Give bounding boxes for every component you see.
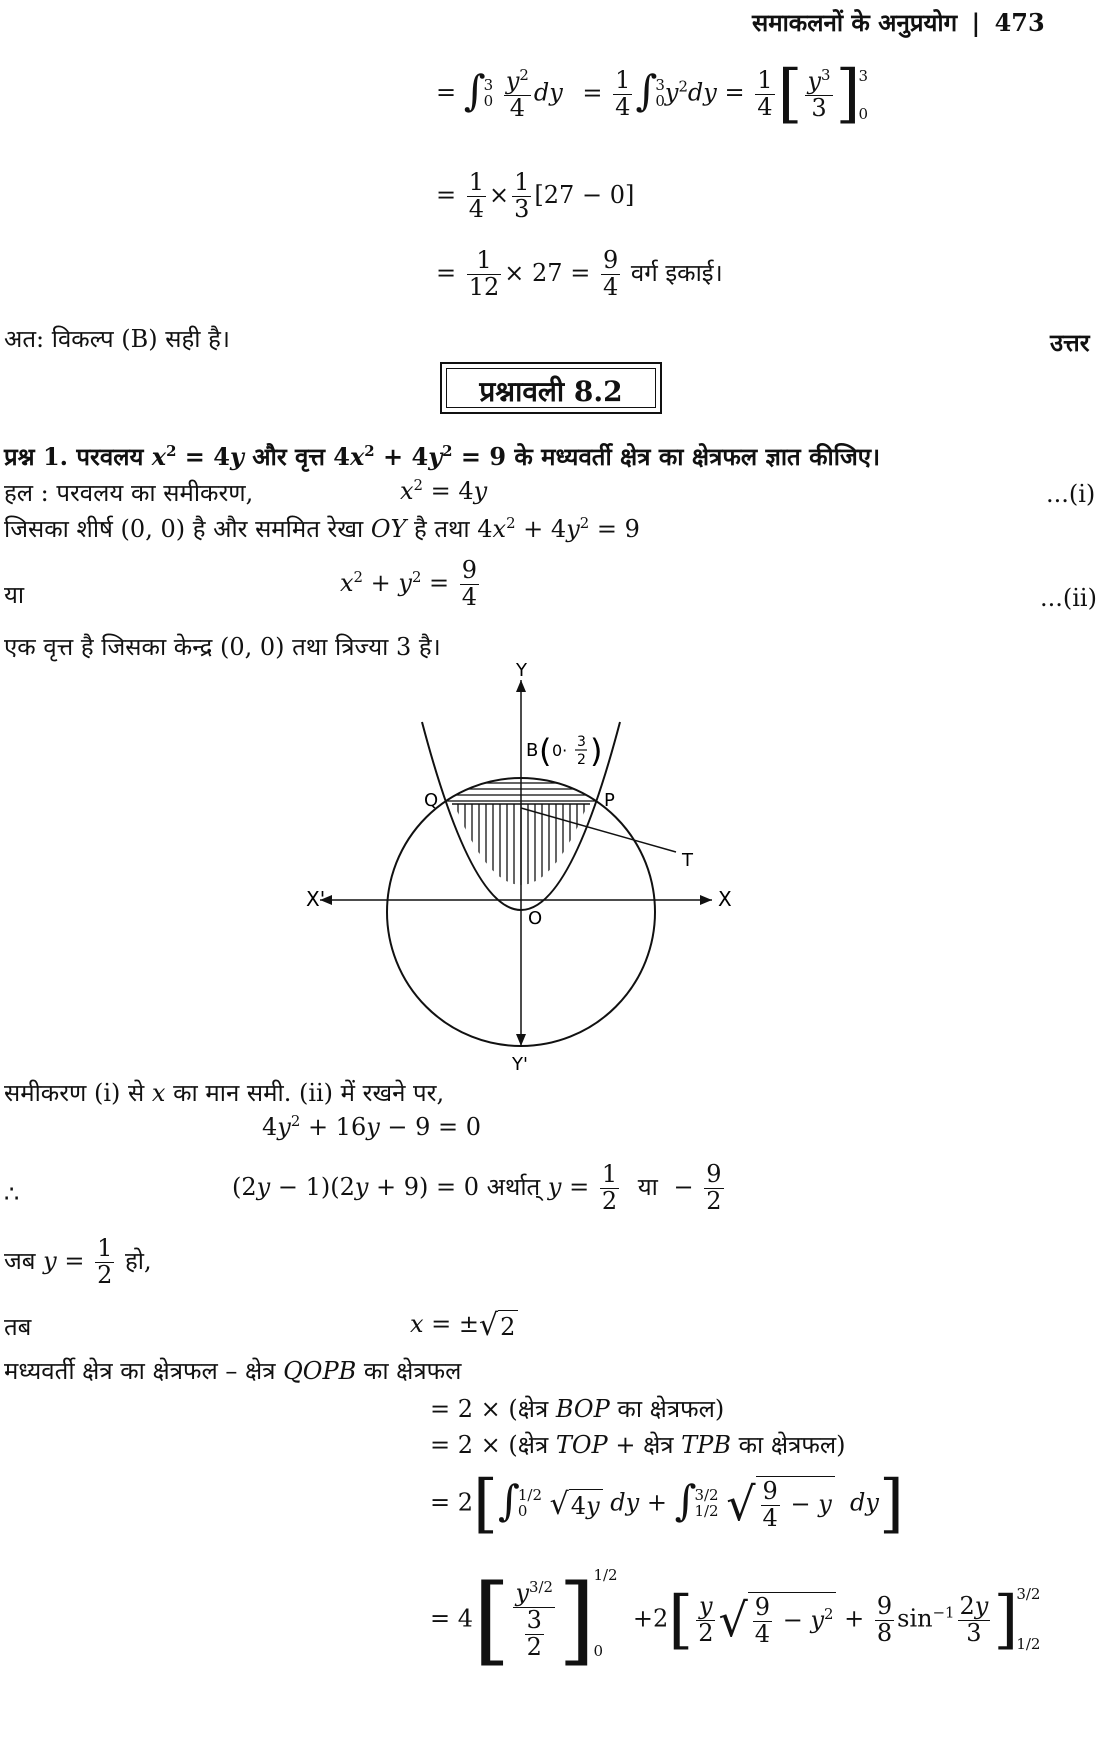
area-step-1: = 2 × (क्षेत्र BOP का क्षेत्रफल) xyxy=(430,1395,725,1423)
exercise-title: प्रश्नावली 8.2 xyxy=(479,375,623,408)
therefore-symbol: ∴ xyxy=(4,1180,20,1208)
label-b: B xyxy=(526,740,539,761)
label-y-prime: Y' xyxy=(512,1054,528,1075)
label-p: P xyxy=(604,790,615,811)
area-step-2: = 2 × (क्षेत्र TOP + क्षेत्र TPB का क्षेत्रफल) xyxy=(430,1431,846,1459)
x-value: x = ±√2 xyxy=(410,1308,518,1343)
header-separator: | xyxy=(971,8,981,37)
quadratic-equation: $4y^2 + 16y - 9 = 0$ xyxy=(262,1112,482,1141)
tab-label: तब xyxy=(4,1313,32,1341)
equation-tag-2: ...(ii) xyxy=(1040,584,1097,612)
solution-line-vertex: जिसका शीर्ष (0, 0) है और सममित रेखा OY है तथा $4x^2 + 4y^2 = 9$ xyxy=(4,514,640,543)
area-step-3: = 2[∫ 1/2 0 √4y dy + ∫ 3/2 1/2 √ $\frac{9}{4}$ − y dy] xyxy=(430,1467,904,1541)
conclusion-text: अत: विकल्प (B) सही है। xyxy=(4,325,230,353)
equation-tag-1: ...(i) xyxy=(1046,480,1096,508)
y-arrow-up xyxy=(516,680,526,692)
horizontal-hatch xyxy=(440,770,610,804)
circle-equation: $x^2 + y^2$ = $\frac{9}{4}$ xyxy=(340,556,478,611)
label-b-den: 2 xyxy=(577,752,586,768)
y-arrow-down xyxy=(516,1034,526,1046)
chapter-title: समाकलनों के अनुप्रयोग xyxy=(752,8,958,37)
label-b-open: ( xyxy=(539,732,552,770)
label-t: T xyxy=(682,850,693,871)
label-b-close: ) xyxy=(590,732,603,770)
circle-description: एक वृत्त है जिसका केन्द्र (0, 0) तथा त्रिज्या 3 है। xyxy=(4,633,441,661)
running-header xyxy=(752,6,1045,39)
label-b-zero: 0· xyxy=(552,741,568,760)
solution-line-1: = ∫ 3 0 $\frac{y^2}{4}$ dy = $\frac{1}{4}$ ∫ 3 0 $y^2dy$ = $\frac{1}{4}$ [ $\frac{y^3}{3}$ ] 3 0 xyxy=(436,57,869,131)
label-q: Q xyxy=(424,790,439,811)
solution-hal: हल : परवलय का समीकरण, xyxy=(4,479,254,507)
parabola-circle-figure xyxy=(300,660,760,1080)
label-x-prime: X' xyxy=(306,887,326,911)
question-1: प्रश्न 1. परवलय $x^2 = 4y$ और वृत्त $4x^2 + 4y^2 = 9$ के मध्यवर्ती क्षेत्र का क्षेत्रफल ज्ञात कीजिए। xyxy=(4,442,881,471)
area-statement: मध्यवर्ती क्षेत्र का क्षेत्रफल – क्षेत्र QOPB का क्षेत्रफल xyxy=(4,1357,462,1385)
when-y-line: जब y = $\frac{1}{2}$ हो, xyxy=(4,1234,152,1289)
ya-label: या xyxy=(4,581,25,609)
label-origin: O xyxy=(528,908,543,929)
label-b-num: 3 xyxy=(577,734,586,750)
parabola-equation: $x^2 = 4y$ xyxy=(400,476,488,505)
factored-equation: (2y − 1)(2y + 9) = 0 अर्थात् y = $\frac{1}{2}$ या − $\frac{9}{2}$ xyxy=(232,1160,722,1215)
solution-line-2: = $\frac{1}{4}$ × $\frac{1}{3}$ [27 − 0] xyxy=(436,168,635,223)
page-number: 473 xyxy=(994,8,1045,37)
vertical-hatch xyxy=(440,804,610,914)
solution-line-3: = $\frac{1}{12}$ × 27 = $\frac{9}{4}$ वर्ग इकाई। xyxy=(436,246,723,301)
x-arrow-right xyxy=(700,895,712,905)
label-x: X xyxy=(718,887,732,911)
exercise-title-box xyxy=(440,362,662,414)
substitution-text: समीकरण (i) से x का मान समी. (ii) में रखने पर, xyxy=(4,1079,445,1107)
area-step-4: = 4[ $\frac{y^{3/2}}{\frac{3}{2}}$ ] 1/2 0 +2[ $\frac{y}{2}$ √ $\frac{9}{4}$ − $y^2$ + $\frac{9}{8}$ $\sin^{-1}$ $\frac{2y}{3}$ ] 3/2 1/2 xyxy=(430,1564,1041,1676)
answer-label: उत्तर xyxy=(1050,328,1090,357)
label-y: Y xyxy=(516,660,527,681)
